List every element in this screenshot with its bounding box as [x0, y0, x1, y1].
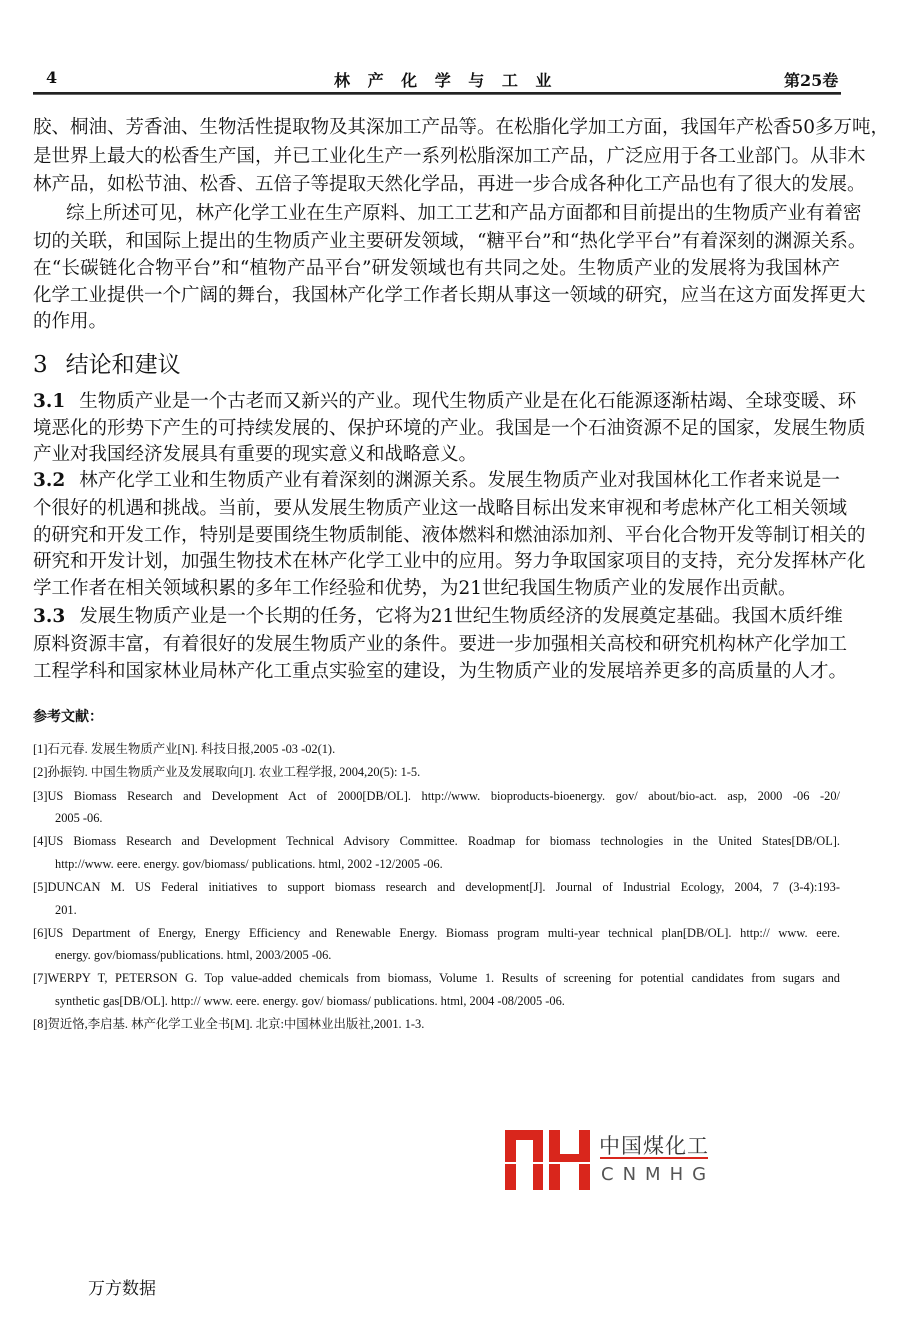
text: 生物质产业是一个古老而又新兴的产业。现代生物质产业是在化石能源逐渐枯竭、全球变暖、环 [79, 391, 857, 412]
text-line: 化学工业提供一个广阔的舞台，我国林产化学工作者长期从事这一领域的研究，应当在这方面发挥更大 [33, 285, 866, 306]
reference-item-continued: 2005 -06. [55, 811, 103, 825]
journal-title: 林 产 化 学 与 工 业 [334, 71, 558, 90]
reference-item: [4]US Biomass Research and Development Technical Advisory Committee. Roadmap for biomass technologies in the United States[DB/OL]. [33, 834, 840, 848]
text-line [33, 605, 843, 629]
reference-item-continued: energy. gov/biomass/publications. html, 2003/2005 -06. [55, 948, 332, 962]
logo-english-text: CNMHG [601, 1164, 716, 1185]
subsection-number: 3.1 [33, 391, 66, 412]
text-line: 学工作者在相关领域积累的多年工作经验和优势，为21世纪我国生物质产业的发展作出贡献。 [33, 578, 797, 599]
text-line: 是世界上最大的松香生产国，并已工业化生产一系列松脂深加工产品，广泛应用于各工业部门。从非木 [33, 146, 866, 167]
text-line: 综上所述可见，林产化学工业在生产原料、加工工艺和产品方面都和目前提出的生物质产业有着密 [66, 203, 862, 224]
reference-item: [2]孙振钧. 中国生物质产业及发展取向[J]. 农业工程学报, 2004,20(5): 1-5. [33, 765, 421, 779]
text-line: 研究和开发计划，加强生物技术在林产化学工业中的应用。努力争取国家项目的支持，充分发挥林产化 [33, 551, 866, 572]
reference-item: [8]贺近恪,李启基. 林产化学工业全书[M]. 北京:中国林业出版社,2001. 1-3. [33, 1017, 425, 1031]
reference-item: [7]WERPY T, PETERSON G. Top value-added chemicals from biomass, Volume 1. Results of screening for potential candidates from sugars and [33, 971, 840, 985]
text-line: 胶、桐油、芳香油、生物活性提取物及其深加工产品等。在松脂化学加工方面，我国年产松香50多万吨， [33, 117, 890, 138]
reference-item: [1]石元春. 发展生物质产业[N]. 科技日报,2005 -03 -02(1). [33, 742, 336, 756]
text: 林产化学工业和生物质产业有着深刻的渊源关系。发展生物质产业对我国林化工作者来说是一 [79, 470, 840, 491]
text-line: 在“长碳链化合物平台”和“植物产品平台”研发领域也有共同之处。生物质产业的发展将为我国林产 [33, 258, 840, 279]
text-line: 切的关联，和国际上提出的生物质产业主要研发领域，“糖平台”和“热化学平台”有着深刻的渊源关系。 [33, 231, 867, 252]
section-title: 结论和建议 [65, 352, 181, 378]
text-line: 境恶化的形势下产生的可持续发展的、保护环境的产业。我国是一个石油资源不足的国家，发展生物质 [33, 418, 866, 439]
section-heading [33, 346, 181, 379]
text: 发展生物质产业是一个长期的任务，它将为21世纪生物质经济的发展奠定基础。我国木质纤维 [79, 606, 843, 627]
logo-chinese-text: 中国煤化工 [599, 1134, 709, 1158]
reference-item: [3]US Biomass Research and Development Act of 2000[DB/OL]. http://www. bioproducts-bioenergy. gov/ about/bio-act. asp, 2000 -06 -20/ [33, 789, 840, 803]
text-line: 的研究和开发工作，特别是要围绕生物质制能、液体燃料和燃油添加剂、平台化合物开发等制订相关的 [33, 525, 866, 546]
text-line: 工程学科和国家林业局林产化工重点实验室的建设，为生物质产业的发展培养更多的高质量的人才。 [33, 661, 848, 682]
subsection-number: 3.2 [33, 470, 66, 491]
text-line [33, 469, 840, 493]
section-number: 3 [33, 352, 48, 378]
text-line: 产业对我国经济发展具有重要的现实意义和战略意义。 [33, 444, 478, 465]
references-heading: 参考文献： [33, 709, 103, 725]
reference-item-continued: synthetic gas[DB/OL]. http:// www. eere. energy. gov/ biomass/ publications. html, 2004 -08/2005 -06. [55, 994, 565, 1008]
volume-label: 第25卷 [784, 71, 839, 90]
page-number: 4 [46, 68, 58, 87]
text-line [33, 390, 857, 414]
header-rule [33, 92, 841, 95]
reference-item-continued: 201. [55, 903, 77, 917]
text-line: 个很好的机遇和挑战。当前，要从发展生物质产业这一战略目标出发来审视和考虑林产化工相关领域 [33, 498, 848, 519]
text-line: 原料资源丰富，有着很好的发展生物质产业的条件。要进一步加强相关高校和研究机构林产化学加工 [33, 634, 848, 655]
watermark-text: 万方数据 [88, 1279, 156, 1299]
reference-item: [6]US Department of Energy, Energy Efficiency and Renewable Energy. Biomass program multi-year technical plan[DB/OL]. http:// www. eere. [33, 926, 840, 940]
reference-item-continued: http://www. eere. energy. gov/biomass/ publications. html, 2002 -12/2005 -06. [55, 857, 443, 871]
cnmhg-logo [503, 1128, 716, 1192]
subsection-number: 3.3 [33, 606, 66, 627]
reference-item: [5]DUNCAN M. US Federal initiatives to support biomass research and development[J]. Journal of Industrial Ecology, 2004, 7 (3-4):193- [33, 880, 840, 894]
text-line: 的作用。 [33, 311, 108, 332]
text-line: 林产品，如松节油、松香、五倍子等提取天然化学品，再进一步合成各种化工产品也有了很大的发展。 [33, 174, 866, 195]
